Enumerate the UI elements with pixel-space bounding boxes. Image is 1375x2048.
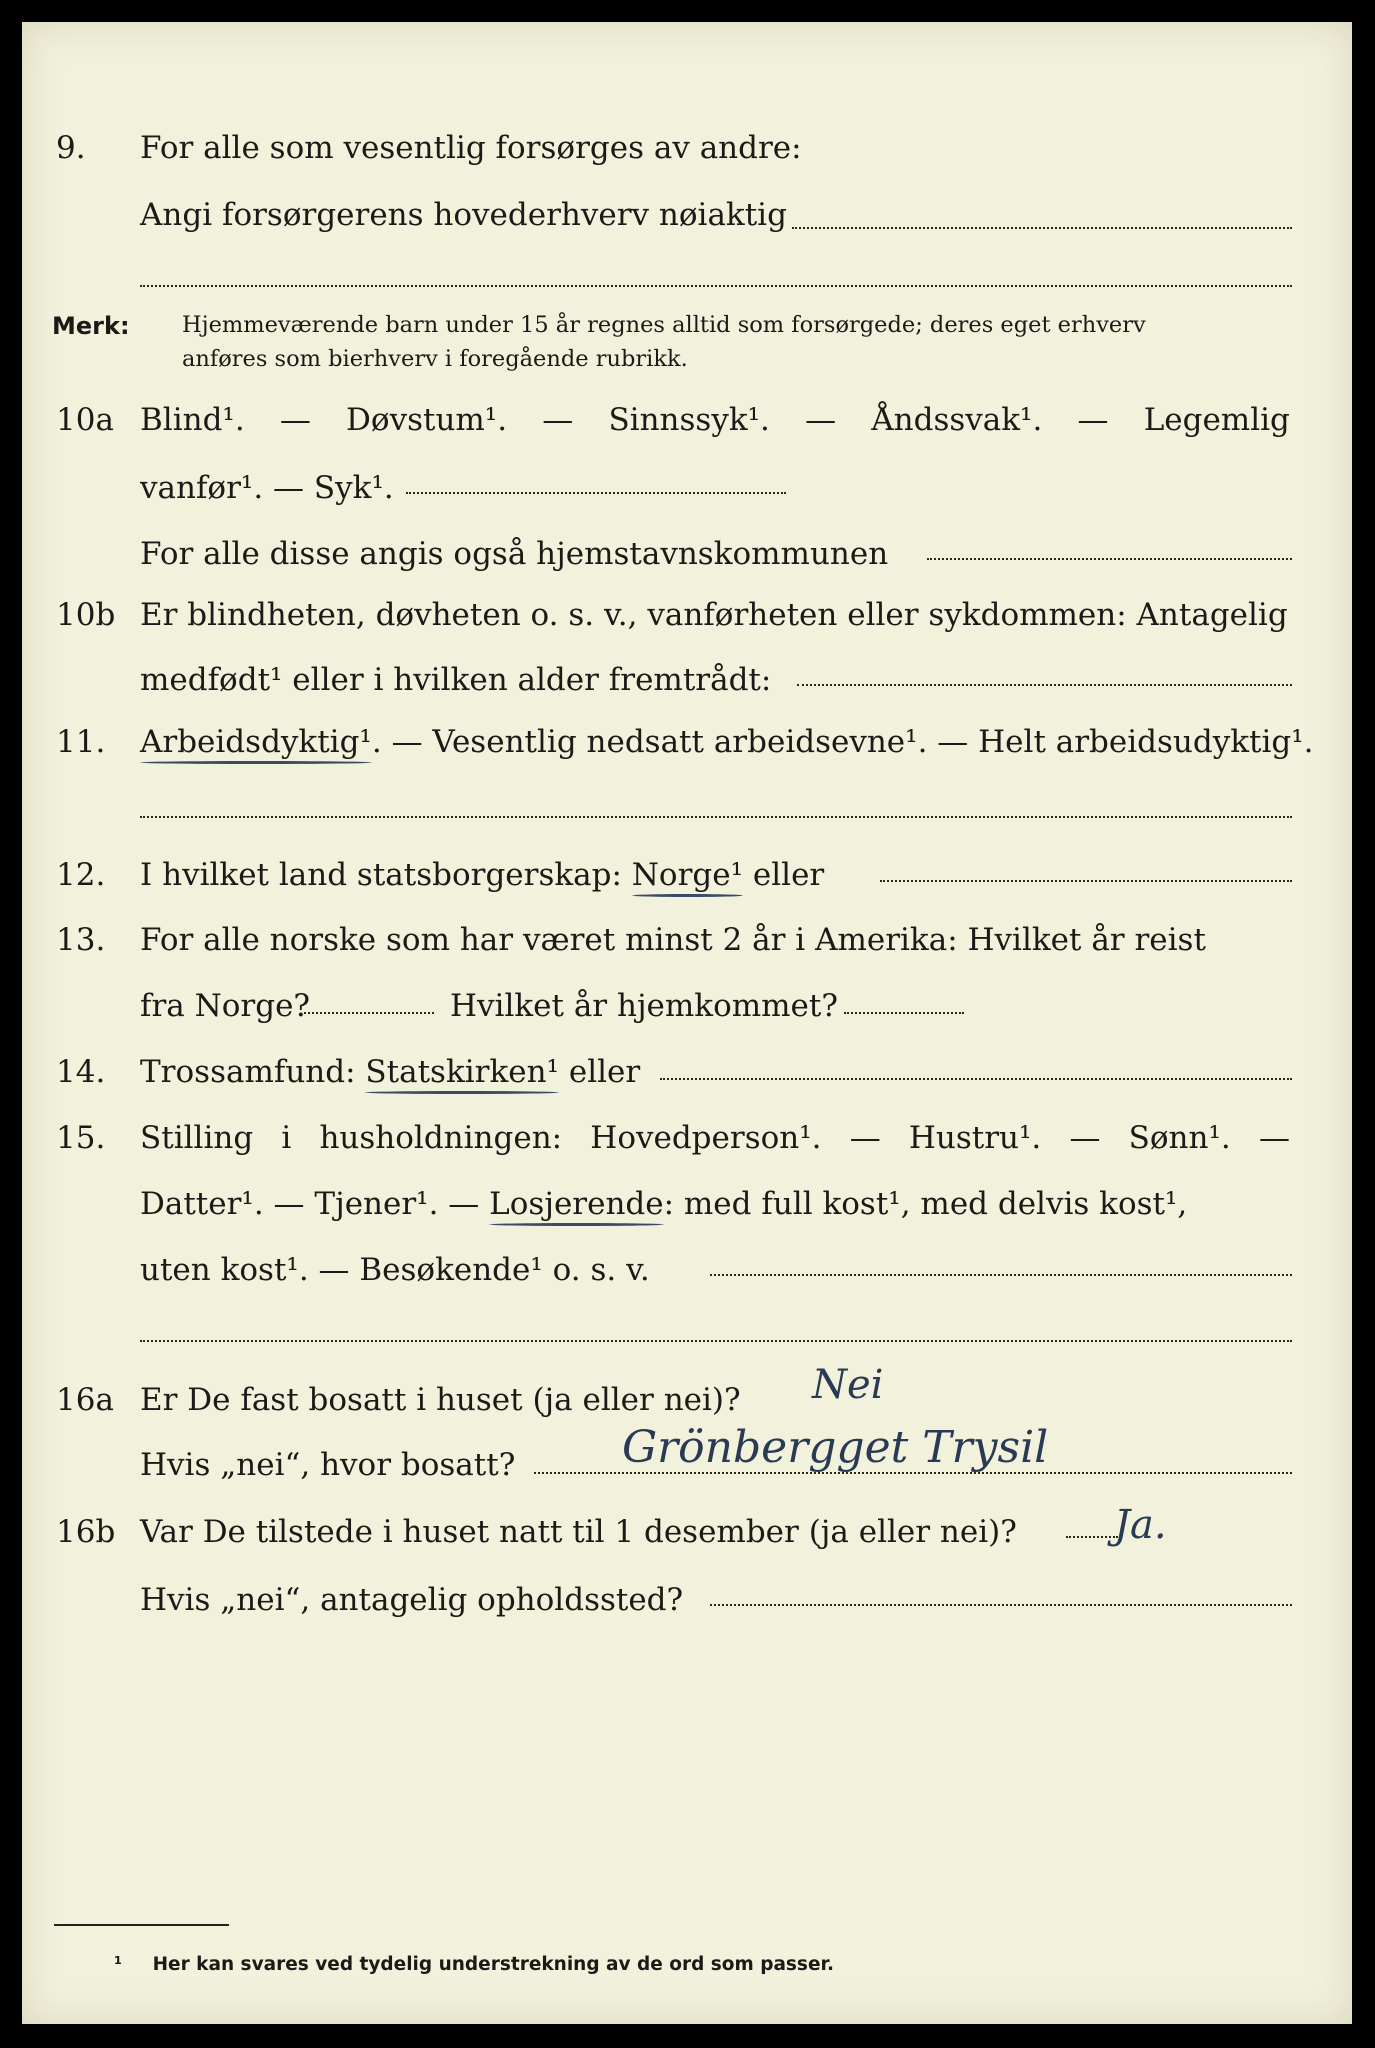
q10a-dash-1: — bbox=[279, 402, 311, 438]
q9-answer-line-2 bbox=[140, 285, 1292, 287]
q15-dash-1: — bbox=[849, 1120, 881, 1156]
census-form-page bbox=[22, 22, 1352, 2024]
q11-number: 11. bbox=[56, 724, 106, 760]
q10a-answer-line bbox=[406, 492, 786, 494]
q16b-answer-handwritten: Ja. bbox=[1114, 1502, 1167, 1548]
q10a-sinnssyk: Sinnssyk¹. bbox=[608, 402, 770, 438]
merk-line1: Hjemmeværende barn under 15 år regnes alltid som forsørgede; deres eget erhverv bbox=[182, 312, 1146, 338]
q16b-answer-line bbox=[1066, 1536, 1118, 1538]
q13-reist: fra Norge? bbox=[140, 988, 311, 1024]
q10a-dash-4: — bbox=[1077, 402, 1109, 438]
q9-question: For alle som vesentlig forsørges av andre: bbox=[140, 130, 802, 166]
q12-number: 12. bbox=[56, 857, 106, 893]
q16b-answer-line bbox=[710, 1604, 1292, 1606]
q15-sonn: Sønn¹. bbox=[1128, 1120, 1231, 1156]
q15-hustru: Hustru¹. bbox=[908, 1120, 1042, 1156]
footnote-mark: ¹ bbox=[114, 1954, 123, 1975]
q14-answer-line bbox=[660, 1078, 1292, 1080]
footnote-rule bbox=[54, 1924, 229, 1926]
q10a-dash-3: — bbox=[805, 402, 837, 438]
q12-norge-underlined: Norge¹ bbox=[631, 857, 744, 893]
q12-answer-line bbox=[880, 880, 1292, 882]
q14-statskirken-underlined: Statskirken¹ bbox=[365, 1054, 559, 1090]
q15-options bbox=[140, 1120, 1290, 1156]
q10b-question: Er blindheten, døvheten o. s. v., vanførheten eller sykdommen: Antagelig bbox=[140, 597, 1288, 633]
footnote-text: Her kan svares ved tydelig understrekning av de ord som passer. bbox=[152, 1954, 835, 1975]
q16a-number: 16a bbox=[56, 1382, 114, 1418]
q16a-hvor-bosatt: Hvis „nei“, hvor bosatt? bbox=[140, 1447, 516, 1483]
q10a-number: 10a bbox=[56, 402, 114, 438]
q16b-opholdssted: Hvis „nei“, antagelig opholdssted? bbox=[140, 1582, 684, 1618]
q10a-legemlig: Legemlig bbox=[1143, 402, 1290, 438]
q9-instruction: Angi forsørgerens hovederhverv nøiaktig bbox=[140, 197, 787, 233]
q15-stilling: Stilling bbox=[140, 1120, 254, 1156]
q10a-dash-2: — bbox=[542, 402, 574, 438]
q10a-dovstum: Døvstum¹. bbox=[346, 402, 508, 438]
q9-answer-line bbox=[792, 227, 1292, 229]
q10b-answer-line bbox=[797, 684, 1292, 686]
q15-number: 15. bbox=[56, 1120, 106, 1156]
q12-question: I hvilket land statsborgerskap: bbox=[140, 857, 622, 893]
q11-answer-line bbox=[140, 816, 1292, 818]
q16a-question: Er De fast bosatt i huset (ja eller nei)? bbox=[140, 1382, 741, 1418]
q15-dash-2: — bbox=[1069, 1120, 1101, 1156]
q9-number: 9. bbox=[56, 130, 86, 166]
q13-hjemkommet: Hvilket år hjemkommet? bbox=[450, 988, 838, 1024]
q15-i: i bbox=[281, 1120, 292, 1156]
q15-husholdningen: husholdningen: bbox=[319, 1120, 563, 1156]
q15-dash-3: — bbox=[1258, 1120, 1290, 1156]
q12-eller: eller bbox=[752, 857, 825, 893]
q13-hjemkommet-line bbox=[844, 1012, 964, 1014]
q11-arbeidsdyktig-underlined: Arbeidsdyktig¹ bbox=[140, 724, 372, 760]
q10a-options bbox=[140, 402, 1290, 438]
q11-rest: . — Vesentlig nedsatt arbeidsevne¹. — Helt arbeidsudyktig¹. bbox=[371, 724, 1314, 760]
q14-trossamfund: Trossamfund: bbox=[140, 1054, 356, 1090]
q16b-number: 16b bbox=[56, 1514, 116, 1550]
q15-besokende: uten kost¹. — Besøkende¹ o. s. v. bbox=[140, 1252, 650, 1288]
merk-note bbox=[182, 308, 1146, 376]
q10a-hjemstavn: For alle disse angis også hjemstavnskommunen bbox=[140, 536, 889, 572]
q10a-andssvak: Åndssvak¹. bbox=[871, 402, 1043, 438]
q10b-medfodt: medfødt¹ eller i hvilken alder fremtrådt: bbox=[140, 662, 772, 698]
q15-answer-line-2 bbox=[140, 1340, 1292, 1342]
q10a-blind: Blind¹. bbox=[140, 402, 245, 438]
merk-line2: anføres som bierhverv i foregående rubrikk. bbox=[182, 346, 688, 372]
q14-eller: eller bbox=[568, 1054, 641, 1090]
q16a-residence-handwritten: Grönbergget Trysil bbox=[622, 1422, 1049, 1473]
footnote bbox=[114, 1954, 834, 1975]
q13-question: For alle norske som har været minst 2 år i Amerika: Hvilket år reist bbox=[140, 922, 1206, 958]
q10a-vanfor-syk: vanfør¹. — Syk¹. bbox=[140, 470, 394, 506]
merk-label: Merk: bbox=[52, 312, 130, 340]
q15-hovedperson: Hovedperson¹. bbox=[590, 1120, 822, 1156]
q10b-number: 10b bbox=[56, 597, 116, 633]
q16a-answer-handwritten: Nei bbox=[812, 1362, 884, 1408]
q15-answer-line bbox=[710, 1274, 1292, 1276]
q15-kost: : med full kost¹, med delvis kost¹, bbox=[663, 1186, 1188, 1222]
q14-number: 14. bbox=[56, 1054, 106, 1090]
q13-number: 13. bbox=[56, 922, 106, 958]
q15-losjerende-underlined: Losjerende bbox=[489, 1186, 664, 1222]
q16b-question: Var De tilstede i huset natt til 1 desember (ja eller nei)? bbox=[140, 1514, 1017, 1550]
q15-datter-tjener: Datter¹. — Tjener¹. — bbox=[140, 1186, 480, 1222]
q13-reist-line bbox=[304, 1012, 434, 1014]
q10a-hjemstavn-line bbox=[927, 558, 1292, 560]
